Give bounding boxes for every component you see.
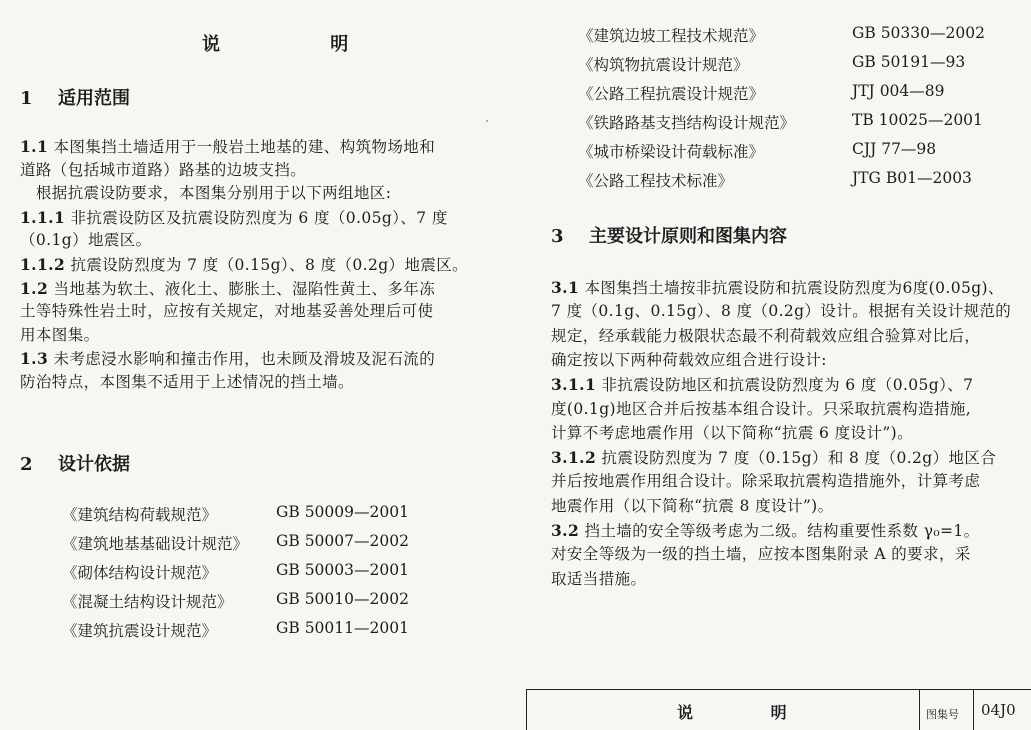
text-line	[551, 543, 971, 567]
section-3-heading	[551, 222, 787, 248]
reference-code: GB 50011—2001	[276, 619, 409, 637]
reference-name: 《公路工程技术标准》	[578, 172, 734, 190]
reference-item	[62, 561, 409, 583]
text-line	[20, 347, 435, 372]
reference-code: GB 50191—93	[852, 53, 966, 71]
reference-item	[578, 169, 972, 191]
section-title: 设计依据	[58, 454, 130, 475]
atlas-number-value: 04J0	[981, 701, 1016, 719]
section-1-heading	[20, 84, 130, 110]
clause-text: 规定，经承载能力极限状态最不利荷载效应组合验算对比后，	[551, 326, 981, 345]
reference-name: 《建筑抗震设计规范》	[62, 622, 218, 640]
reference-code: JTG B01—2003	[852, 169, 972, 187]
clause-text: 计算不考虑地震作用（以下简称“抗震 6 度设计”)。	[551, 423, 914, 442]
text-line	[551, 568, 646, 592]
text-line	[551, 398, 971, 422]
reference-code: GB 50003—2001	[276, 561, 409, 579]
clause-text: 抗震设防烈度为 7 度（0.15g）和 8 度（0.2g）地区合	[596, 449, 997, 468]
clause-text: 本图集挡土墙按非抗震设防和抗震设防烈度为6度(0.05g)、	[579, 279, 1004, 297]
clause-text: 对安全等级为一级的挡土墙，应按本图集附录 A 的要求，采	[551, 545, 971, 564]
reference-item	[578, 53, 966, 75]
text-line	[20, 277, 435, 302]
text-line	[20, 182, 391, 206]
reference-name: 《构筑物抗震设计规范》	[578, 56, 749, 74]
clause-text: 用本图集。	[20, 325, 100, 344]
clause-text: 抗震设防烈度为 7 度（0.15g）、8 度（0.2g）地震区。	[65, 256, 469, 274]
text-line	[551, 470, 980, 494]
section-number: 1	[20, 88, 33, 109]
clause-number: 1.2	[20, 278, 49, 298]
text-line	[551, 446, 996, 471]
clause-text: 度(0.1g)地区合并后按基本组合设计。只采取抗震构造措施,	[551, 399, 972, 418]
clause-text: 道路（包括城市道路）路基的边坡支挡。	[20, 160, 307, 179]
reference-code: GB 50007—2002	[276, 532, 409, 550]
clause-number: 1.1.2	[20, 255, 66, 274]
clause-number: 3.1	[551, 278, 580, 297]
clause-text: 挡土墙的安全等级考虑为二级。结构重要性系数 γ₀=1。	[579, 522, 980, 540]
text-line	[20, 324, 100, 348]
text-line	[551, 495, 834, 519]
title-block	[526, 689, 1031, 730]
section-title: 主要设计原则和图集内容	[589, 226, 787, 247]
text-line	[551, 325, 980, 349]
clause-number: 1.1.1	[20, 207, 66, 227]
reference-item	[578, 24, 985, 46]
text-line	[551, 300, 1011, 324]
reference-item	[62, 590, 409, 612]
reference-name: 《城市桥梁设计荷载标准》	[578, 143, 765, 161]
reference-item	[578, 140, 937, 162]
reference-item	[62, 503, 409, 525]
section-number: 3	[551, 226, 564, 247]
clause-text: 并后按地震作用组合设计。除采取抗震构造措施外，计算考虑	[551, 472, 981, 491]
text-line	[20, 253, 468, 278]
clause-number: 1.1	[20, 137, 49, 156]
text-line	[20, 159, 306, 183]
clause-number: 3.1.2	[551, 448, 597, 468]
text-line	[551, 422, 913, 446]
section-title: 适用范围	[58, 88, 130, 109]
clause-text: 防治特点，本图集不适用于上述情况的挡土墙。	[20, 373, 354, 391]
clause-text: 土等特殊性岩土时，应按有关规定，对地基妥善处理后可使	[20, 302, 434, 321]
reference-item	[578, 82, 945, 104]
reference-name: 《建筑地基基础设计规范》	[62, 535, 249, 553]
reference-code: CJJ 77—98	[852, 140, 937, 158]
reference-code: GB 50009—2001	[276, 503, 409, 521]
reference-name: 《建筑结构荷载规范》	[62, 506, 218, 524]
reference-item	[62, 619, 409, 641]
page-title: 说 明	[202, 34, 401, 55]
clause-text: 未考虑浸水影响和撞击作用，也未顾及滑坡及泥石流的	[48, 350, 436, 369]
text-line	[20, 300, 433, 324]
reference-name: 《建筑边坡工程技术规范》	[578, 27, 765, 45]
section-2-heading	[20, 450, 130, 476]
clause-number: 1.3	[20, 349, 49, 369]
reference-item	[578, 111, 983, 133]
clause-text: 取适当措施。	[551, 569, 647, 588]
text-line	[20, 135, 435, 160]
clause-text: 根据抗震设防要求，本图集分别用于以下两组地区:	[20, 184, 392, 203]
clause-text: 确定按以下两种荷载效应组合进行设计:	[551, 350, 827, 369]
reference-code: JTJ 004—89	[852, 82, 945, 100]
text-line	[20, 206, 448, 231]
reference-name: 《铁路路基支挡结构设计规范》	[578, 114, 796, 132]
text-line	[551, 276, 1004, 301]
scan-speck	[486, 120, 488, 122]
reference-code: GB 50330—2002	[852, 24, 985, 42]
divider	[973, 690, 974, 730]
title-block-title: 说 明	[677, 703, 823, 722]
clause-text: （0.1g）地震区。	[20, 231, 152, 250]
clause-text: 非抗震设防地区和抗震设防烈度为 6 度（0.05g）、7	[596, 376, 974, 395]
clause-text: 本图集挡土墙适用于一般岩土地基的建、构筑物场地和	[48, 138, 436, 156]
clause-text: 7 度（0.1g、0.15g）、8 度（0.2g）设计。根据有关设计规范的	[551, 302, 1012, 321]
text-line	[20, 229, 152, 253]
divider	[919, 690, 920, 730]
text-line	[20, 371, 354, 395]
reference-item	[62, 532, 409, 554]
section-number: 2	[20, 454, 33, 475]
text-line	[551, 519, 980, 544]
clause-text: 当地基为软土、液化土、膨胀土、湿陷性黄土、多年冻	[48, 279, 436, 298]
clause-number: 3.1.1	[551, 375, 597, 395]
reference-name: 《混凝土结构设计规范》	[62, 593, 233, 611]
reference-code: GB 50010—2002	[276, 590, 409, 608]
text-line	[551, 349, 827, 373]
clause-number: 3.2	[551, 521, 580, 540]
clause-text: 非抗震设防区及抗震设防烈度为 6 度（0.05g）、7 度	[65, 208, 448, 227]
text-line	[551, 373, 973, 398]
atlas-number-label: 图集号	[926, 708, 959, 721]
reference-name: 《砌体结构设计规范》	[62, 564, 218, 582]
reference-name: 《公路工程抗震设计规范》	[578, 85, 765, 103]
clause-text: 地震作用（以下简称“抗震 8 度设计”)。	[551, 496, 834, 515]
reference-code: TB 10025—2001	[852, 111, 983, 129]
